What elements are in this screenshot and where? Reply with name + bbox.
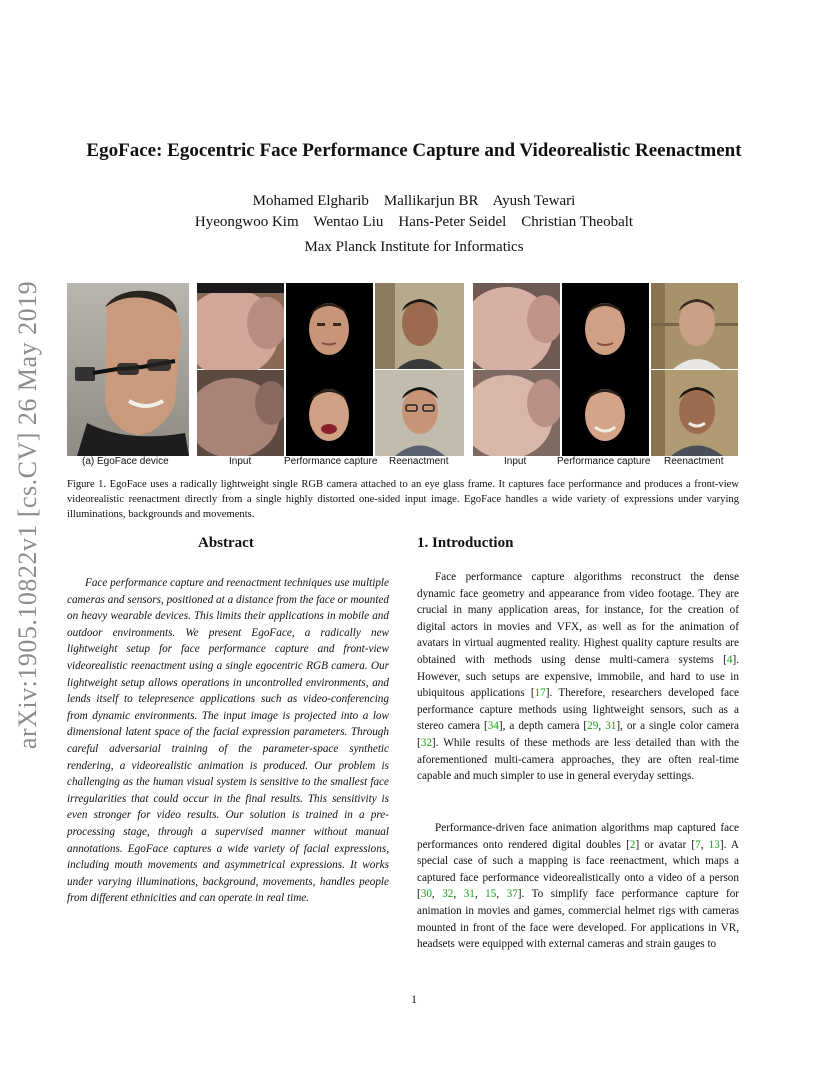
label-input-2: Input bbox=[504, 456, 527, 467]
teaser-figure bbox=[67, 283, 738, 456]
performance-capture-1 bbox=[286, 283, 373, 456]
arxiv-stamp bbox=[6, 280, 50, 750]
page-number: 1 bbox=[411, 992, 417, 1006]
input-image-1 bbox=[197, 283, 284, 456]
abstract-text: Face performance capture and reenactment techniques use multiple cameras and sensors, positioned at a distance from the face or mounted on heavy wearable devices. This limits their applications in mobile and outdoor environments. We present EgoFace, a radically new lightweight setup for face performance capture and front-view videorealistic reenactment using a single egocentric RGB camera. Our lightweight setup allows operations in uncontrolled environments, and lends itself to telepresence applications such as video-conferencing from dynamic environments. The input image is projected into a low dimensional latent space of the facial expression parameters. Through careful adversarial training of the parameter-space synthetic rendering, a videorealistic animation is produced. Our problem is challenging as the human visual system is sensitive to the smallest face irregularities that could occur in the final results. This sensitivity is even stronger for video results. Our solution is trained in a pre-processing stage, through a supervised manner without manual annotations. EgoFace captures a wide variety of facial expressions, including mouth movements and asymmetrical expressions. It works under varying illuminations, background, movements, handles people from different ethnicities and can operate in real time. bbox=[67, 577, 389, 905]
citation-link[interactable]: 29 bbox=[587, 720, 599, 733]
citation-link[interactable]: 34 bbox=[487, 720, 499, 733]
label-performance-capture-1: Performance capture bbox=[284, 456, 378, 467]
citation-link[interactable]: 31 bbox=[463, 888, 475, 901]
figure-caption: Figure 1. EgoFace uses a radically lightweight single RGB camera attached to an eye glass frame. It captures face performance and produces a front-view videorealistic reenactment directly from a single highly distorted one-sided input image. EgoFace handles a wide variety of expressions under varying illuminations, backgrounds and movements. bbox=[67, 479, 739, 520]
abstract-heading: Abstract bbox=[198, 535, 254, 551]
citation-link[interactable]: 30 bbox=[420, 888, 432, 901]
introduction-heading: 1. Introduction bbox=[417, 535, 514, 551]
citation-link[interactable]: 2 bbox=[629, 838, 636, 851]
citation-link[interactable]: 31 bbox=[605, 720, 617, 733]
reenactment-2 bbox=[651, 283, 738, 456]
label-reenactment-2: Reenactment bbox=[664, 456, 724, 467]
citation-link[interactable]: 15 bbox=[485, 888, 497, 901]
input-image-2 bbox=[473, 283, 560, 456]
intro-paragraph-1: Face performance capture algorithms reconstruct the dense dynamic face geometry and appearance from video footage. They are crucial in many application areas, for instance, for the creation of digital actors in movies and VFX, as well as for the animation of avatars in virtual augmented reality. Highest quality capture results are obtained with methods using dense multi-camera systems [4]. However, such setups are expensive, immobile, and hard to use in ubiquitous applications [17]. Therefore, researchers developed face performance capture methods using lightweight sensors, such as a stereo camera [34], a depth camera [29, 31], or a single color camera [32]. While results of these methods are less detailed than with the aforementioned multi-camera approaches, they are often real-time capable and much simpler to use in general everyday settings. bbox=[417, 571, 740, 783]
label-performance-capture-2: Performance capture bbox=[557, 456, 651, 467]
label-reenactment-1: Reenactment bbox=[389, 456, 449, 467]
performance-capture-2 bbox=[562, 283, 649, 456]
arxiv-stamp-text: arXiv:1905.10822v1 [cs.CV] 26 May 2019 bbox=[13, 280, 42, 750]
citation-link[interactable]: 32 bbox=[442, 888, 454, 901]
authors-line-2: Hyeongwoo Kim Wentao Liu Hans-Peter Seidel Christian Theobalt bbox=[194, 214, 634, 230]
citation-link[interactable]: 7 bbox=[695, 838, 701, 851]
authors-line-1: Mohamed Elgharib Mallikarjun BR Ayush Tewari bbox=[252, 193, 576, 209]
citation-link[interactable]: 37 bbox=[506, 888, 518, 901]
citation-link[interactable]: 32 bbox=[420, 736, 432, 749]
label-input-1: Input bbox=[229, 456, 252, 467]
egoface-device-photo bbox=[67, 283, 189, 456]
citation-link[interactable]: 4 bbox=[726, 653, 733, 666]
affiliation: Max Planck Institute for Informatics bbox=[304, 239, 524, 255]
paper-title: EgoFace: Egocentric Face Performance Capture and Videorealistic Reenactment bbox=[86, 140, 742, 161]
citation-link[interactable]: 13 bbox=[708, 838, 720, 851]
intro-paragraph-2: Performance-driven face animation algorithms map captured face performances onto rendered digital doubles [2] or avatar [7, 13]. A special case of such a mapping is face reenactment, which maps a captured face performance videorealistically onto a video of a person [30, 32, 31, 15, 37]. To simplify face performance capture for animation in movies and games, commercial helmet rigs with cameras mounted in front of the face were developed. For applications in VR, headsets were equipped with external cameras and strain gauges to bbox=[417, 822, 740, 951]
citation-link[interactable]: 17 bbox=[534, 687, 546, 700]
label-egoface-device: (a) EgoFace device bbox=[82, 456, 169, 467]
reenactment-1 bbox=[375, 283, 464, 456]
